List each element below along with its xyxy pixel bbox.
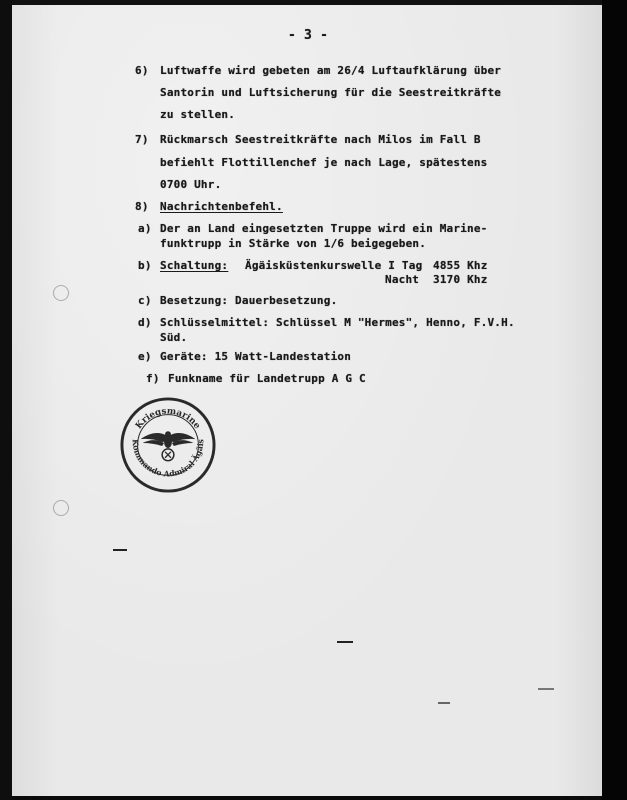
scan-border-right [602,0,627,800]
subitem-line: funktrupp in Stärke von 1/6 beigegeben. [160,237,427,250]
scan-speck [113,549,127,551]
subitem-text: Geräte: 15 Watt-Landestation [160,350,352,363]
scan-speck [438,702,450,704]
scan-border-left [0,0,12,800]
subitem-label: a) [138,222,152,235]
item-number: 8) [135,200,149,213]
scan-speck [538,688,554,690]
scan-speck [337,641,353,643]
subitem-label: e) [138,350,152,363]
item-number: 7) [135,133,149,146]
item-line: zu stellen. [160,108,236,121]
item-line: befiehlt Flottillenchef je nach Lage, spätestens [160,156,488,169]
section-heading: Nachrichtenbefehl. [160,200,283,213]
frequency-night: 3170 Khz [433,273,488,286]
subitem-label: c) [138,294,152,307]
stamp-bottom-text: Kommando Admiral Ägäis [130,438,206,479]
subitem-text: Besetzung: Dauerbesetzung. [160,294,338,307]
punch-hole-mark [53,285,69,301]
subitem-label: d) [138,316,152,329]
svg-text:Kriegsmarine [134,406,202,431]
subitem-label: b) [138,259,152,272]
item-line: 0700 Uhr. [160,178,222,191]
item-number: 6) [135,64,149,77]
subitem-line: Der an Land eingesetzten Truppe wird ein Marine- [160,222,488,235]
item-line: Luftwaffe wird gebeten am 26/4 Luftaufklärung über [160,64,502,77]
subitem-text: Funkname für Landetrupp A G C [168,372,366,385]
subitem-line: Schlüsselmittel: Schlüssel M "Hermes", Henno, F.V.H. [160,316,515,329]
eagle-emblem-icon [141,431,196,460]
subitem-line: Süd. [160,331,188,344]
frequency-day: 4855 Khz [433,259,488,272]
official-stamp [119,396,217,494]
subitem-heading: Schaltung: [160,259,229,272]
scan-border-top [12,0,602,5]
subitem-label: f) [146,372,160,385]
subitem-text: Ägäisküstenkurswelle I Tag [245,259,423,272]
punch-hole-mark [53,500,69,516]
item-line: Santorin und Luftsicherung für die Seestreitkräfte [160,86,502,99]
nacht-label: Nacht [385,273,420,286]
document-page [12,4,602,796]
page-number: - 3 - [288,28,329,43]
item-line: Rückmarsch Seestreitkräfte nach Milos im Fall B [160,133,481,146]
stamp-top-text: Kriegsmarine [134,406,203,432]
